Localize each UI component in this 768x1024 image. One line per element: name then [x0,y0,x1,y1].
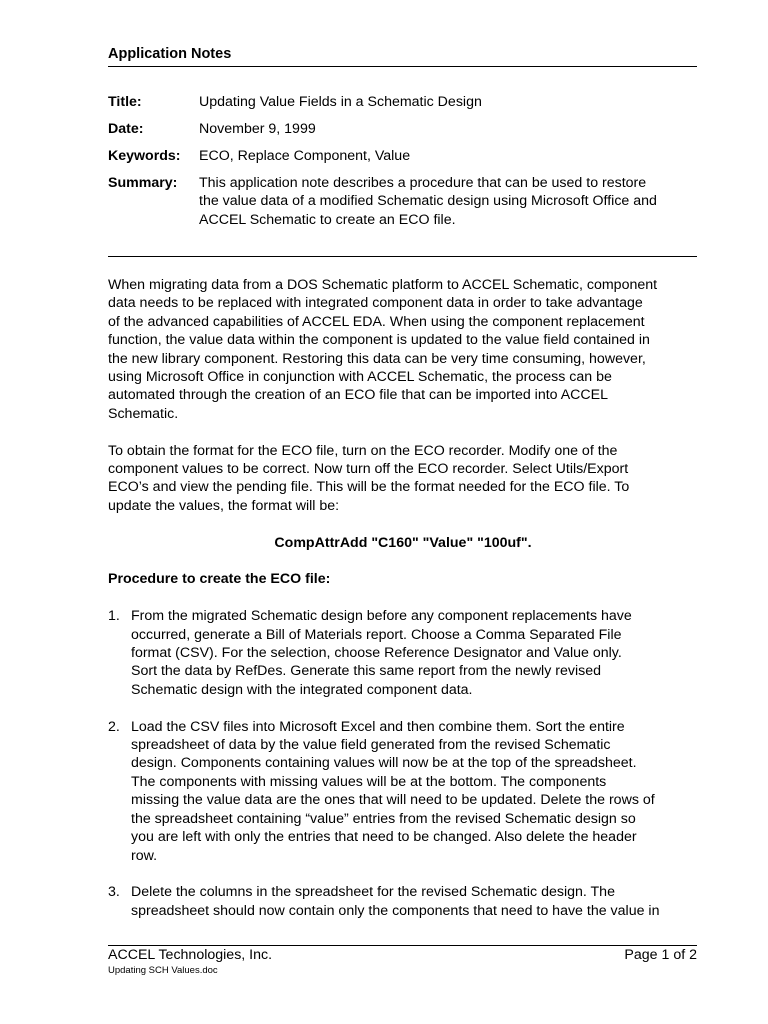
summary-divider [108,256,697,257]
list-item [108,607,698,699]
page-number: Page 1 of 2 [624,947,697,963]
footer-company: ACCEL Technologies, Inc. [108,947,273,963]
eco-format-example: CompAttrAdd "C160" "Value" "100uf". [274,534,532,551]
list-item [108,883,698,920]
header-divider [108,66,697,67]
meta-value: This application note describes a procedure that can be used to restore the value data of a modified Schematic design using Microsoft Office and ACCEL Schematic to create an ECO file. [199,175,657,228]
list-number: 3. [108,884,120,901]
meta-row-summary [108,174,697,229]
footer-filename: Updating SCH Values.doc [108,965,218,976]
meta-row-date [108,120,697,138]
meta-label: Title: [108,94,142,110]
list-number: 1. [108,608,120,625]
procedure-heading: Procedure to create the ECO file: [108,571,331,588]
meta-row-title [108,93,697,111]
body-paragraph: When migrating data from a DOS Schematic platform to ACCEL Schematic, component data needs to be replaced with integrated component data in order to take advantage of the advanced capabilities of ACCEL EDA. When using the component replacement function, the value data within the component is updated to the value field contained in the new library component. Restoring this data can be very time consuming, however, using Microsoft Office in conjunction with ACCEL Schematic, the process can be automated through the creation of an ECO file that can be imported into ACCEL Schematic. [108,277,658,422]
meta-label: Date: [108,121,144,137]
footer-divider [108,945,697,946]
metadata-block [108,93,697,238]
meta-value: Updating Value Fields in a Schematic Design [199,94,482,110]
meta-label: Summary: [108,175,178,191]
meta-value: November 9, 1999 [199,121,316,137]
list-text: From the migrated Schematic design before any component replacements have occurred, generate a Bill of Materials report. Choose a Comma Separated File format (CSV). For the selection, choose Reference Designator and Value only. Sort the data by RefDes. Generate this same report from the newly revised Schematic design with the integrated component data. [131,608,632,698]
list-text: Load the CSV files into Microsoft Excel and then combine them. Sort the entire spreadsheet of data by the value field generated from the revised Schematic design. Components containing values will now be at the top of the spreadsheet. The components with missing values will be at the bottom. The components missing the value data are the ones that will need to be updated. Delete the rows of the spreadsheet containing “value” entries from the revised Schematic design so you are left with only the entries that need to be changed. Also delete the header row. [131,718,655,864]
document-page [108,0,698,1024]
body-paragraph: To obtain the format for the ECO file, turn on the ECO recorder. Modify one of the component values to be correct. Now turn off the ECO recorder. Select Utils/Export ECO’s and view the pending file. This will be the format needed for the ECO file. To update the values, the format will be: [108,442,630,514]
list-text: Delete the columns in the spreadsheet for the revised Schematic design. The spreadsheet should now contain only the components that need to have the value in [131,884,660,919]
meta-label: Keywords: [108,148,181,164]
document-body [108,276,698,939]
meta-value: ECO, Replace Component, Value [199,148,411,164]
list-number: 2. [108,718,120,735]
section-title: Application Notes [108,46,232,62]
meta-row-keywords [108,147,697,165]
list-item [108,718,698,865]
